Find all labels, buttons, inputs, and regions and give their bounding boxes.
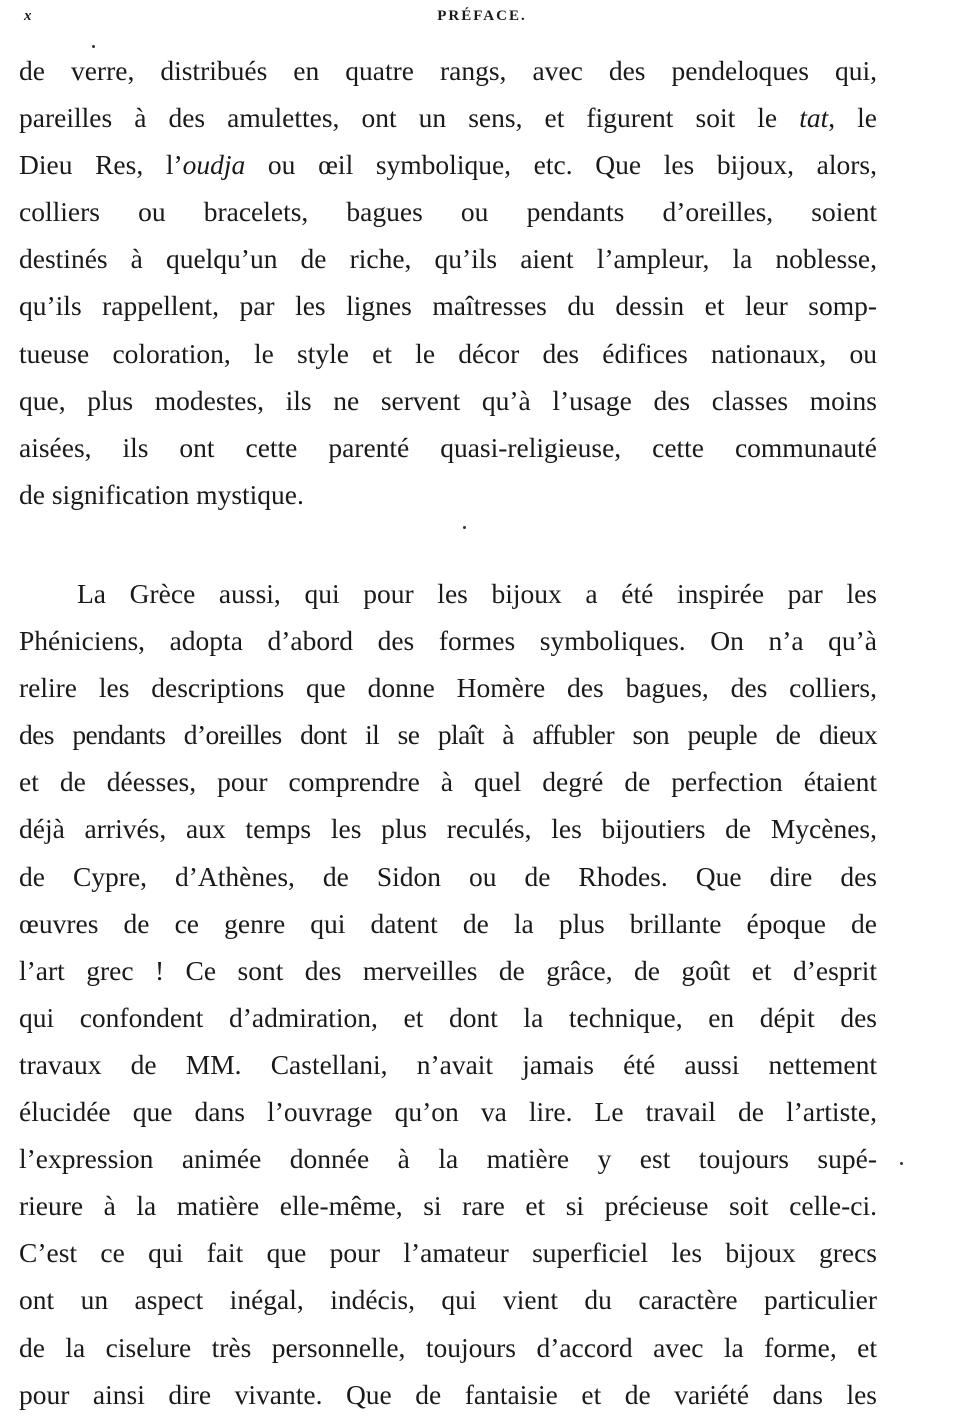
line-text: Dieu Res, l’ [19, 149, 183, 181]
paragraph-1 [19, 47, 877, 518]
paragraph-line: œuvres de ce genre qui datent de la plus brillante époque de [19, 907, 877, 939]
print-speck [900, 1162, 903, 1165]
paragraph-line: ont un aspect inégal, indécis, qui vient du caractère particulier [19, 1284, 877, 1316]
italic-term: tat [799, 102, 829, 134]
paragraph-line: de signification mystique. [19, 478, 304, 510]
paragraph-line: Phéniciens, adopta d’abord des formes symboliques. On n’a qu’à [19, 625, 877, 657]
paragraph-line: destinés à quelqu’un de riche, qu’ils aient l’ampleur, la noblesse, [19, 243, 877, 275]
paragraph-line: C’est ce qui fait que pour l’amateur superficiel les bijoux grecs [19, 1237, 877, 1269]
paragraph-line: de la ciselure très personnelle, toujours d’accord avec la forme, et [19, 1331, 877, 1363]
paragraph-line: de Cypre, d’Athènes, de Sidon ou de Rhodes. Que dire des [19, 860, 877, 892]
paragraph-line: pour ainsi dire vivante. Que de fantaisie et de variété dans les [19, 1378, 877, 1410]
paragraph-line: qu’ils rappellent, par les lignes maîtresses du dessin et leur somp- [19, 290, 877, 322]
paragraph-line: qui confondent d’admiration, et dont la technique, en dépit des [19, 1001, 877, 1033]
paragraph-line: l’art grec ! Ce sont des merveilles de grâce, de goût et d’esprit [19, 954, 877, 986]
running-head [0, 6, 964, 28]
print-speck [463, 526, 466, 529]
paragraph-line: déjà arrivés, aux temps les plus reculés, les bijoutiers de Mycènes, [19, 813, 877, 845]
italic-term: oudja [182, 149, 246, 181]
paragraph-line [19, 141, 877, 188]
paragraph-line: de verre, distribués en quatre rangs, avec des pendeloques qui, [19, 55, 877, 86]
paragraph-line [19, 94, 877, 141]
paragraph-line: élucidée que dans l’ouvrage qu’on va lire. Le travail de l’artiste, [19, 1096, 877, 1128]
paragraph-line: tueuse coloration, le style et le décor des édifices nationaux, ou [19, 337, 877, 369]
paragraph-line: l’expression animée donnée à la matière y est toujours supé- [19, 1143, 877, 1175]
page-number: x [24, 8, 32, 24]
paragraph-line: travaux de MM. Castellani, n’avait jamais été aussi nettement [19, 1048, 877, 1080]
paragraph-line: La Grèce aussi, qui pour les bijoux a été inspirée par les [77, 578, 877, 609]
paragraph-line: que, plus modestes, ils ne servent qu’à l’usage des classes moins [19, 384, 877, 416]
paragraph-line: colliers ou bracelets, bagues ou pendants d’oreilles, soient [19, 196, 877, 228]
paragraph-line: aisées, ils ont cette parenté quasi-religieuse, cette communauté [19, 431, 877, 463]
line-text: ou œil symbolique, etc. Que les bijoux, alors, [245, 149, 877, 181]
paragraph-2 [19, 570, 877, 1418]
print-speck [92, 45, 95, 48]
paragraph-line: rieure à la matière elle-même, si rare et si précieuse soit celle-ci. [19, 1190, 877, 1222]
line-text: , le [828, 102, 877, 134]
paragraph-line: des pendants d’oreilles dont il se plaît à affubler son peuple de dieux [19, 719, 877, 751]
line-text: pareilles à des amulettes, ont un sens, et figurent soit le [19, 102, 800, 134]
paragraph-line: relire les descriptions que donne Homère des bagues, des colliers, [19, 672, 877, 704]
paragraph-line: et de déesses, pour comprendre à quel degré de perfection étaient [19, 766, 877, 798]
running-title: PRÉFACE. [437, 8, 527, 24]
